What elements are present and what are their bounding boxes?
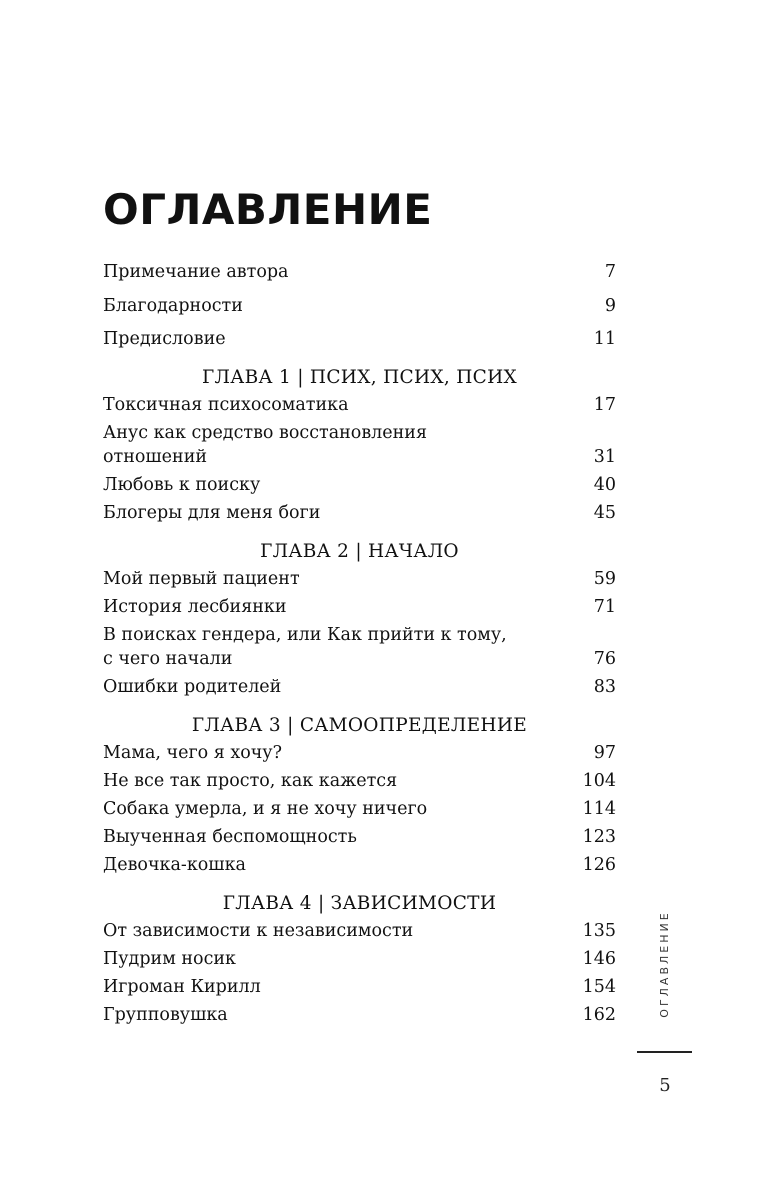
chapter-section <box>103 713 616 877</box>
toc-entry <box>103 741 616 765</box>
chapter-heading: ГЛАВА 2 | НАЧАЛО <box>260 541 459 562</box>
toc-entry <box>103 327 616 351</box>
toc-entry-page: 9 <box>604 295 616 316</box>
toc-entry-page: 76 <box>593 649 616 669</box>
toc-entry-title: Не все так просто, как кажется <box>103 771 398 791</box>
page-number: 5 <box>659 1075 671 1096</box>
toc-entry <box>103 797 616 821</box>
toc-entry-title: Пудрим носик <box>103 949 236 969</box>
chapter-section <box>103 539 616 699</box>
toc-entry <box>103 567 616 591</box>
toc-entry-page: 135 <box>582 921 616 941</box>
toc-entry <box>103 769 616 793</box>
toc-entry <box>103 1003 616 1027</box>
toc-entry-page: 45 <box>593 503 616 523</box>
toc-entry <box>103 595 616 619</box>
toc-entry <box>103 853 616 877</box>
toc-entry-title: Игроман Кирилл <box>103 977 261 997</box>
toc-entry <box>103 473 616 497</box>
toc-entry-page: 162 <box>582 1005 616 1025</box>
toc-entry-page: 40 <box>593 475 616 495</box>
toc-entry-title: История лесбиянки <box>103 597 287 617</box>
toc-entry-title: Анус как средство восстановления отношений <box>103 423 428 467</box>
toc-entry-page: 71 <box>593 597 616 617</box>
toc-entry-title: Мой первый пациент <box>103 569 300 589</box>
toc-entry-title: Мама, чего я хочу? <box>103 743 282 763</box>
toc-entry <box>103 393 616 417</box>
toc-entry-page: 11 <box>593 329 616 349</box>
toc-entry-page: 97 <box>593 743 616 763</box>
chapter-section <box>103 891 616 1027</box>
toc-entry-page: 114 <box>582 799 616 819</box>
table-of-contents <box>103 260 616 1031</box>
toc-entry <box>103 975 616 999</box>
toc-entry-title: Любовь к поиску <box>103 475 261 495</box>
toc-entry-title: Выученная беспомощность <box>103 827 357 847</box>
page-title: ОГЛАВЛЕНИЕ <box>103 185 433 234</box>
toc-entry-title: Предисловие <box>103 329 226 349</box>
toc-entry-title: Собака умерла, и я не хочу ничего <box>103 799 428 819</box>
toc-entry <box>103 421 616 469</box>
toc-entry-title: Блогеры для меня боги <box>103 503 321 523</box>
toc-entry-page: 123 <box>582 827 616 847</box>
chapter-section <box>103 365 616 525</box>
toc-entry-title: Групповушка <box>103 1005 228 1025</box>
page-number-rule <box>637 1051 692 1053</box>
toc-entry-title: Примечание автора <box>103 262 289 282</box>
toc-entry <box>103 294 616 318</box>
toc-entry-title: В поисках гендера, или Как прийти к тому, с чего начали <box>103 625 507 669</box>
toc-entry <box>103 919 616 943</box>
toc-entry-page: 7 <box>604 262 616 282</box>
chapter-heading: ГЛАВА 3 | САМООПРЕДЕЛЕНИЕ <box>191 715 528 736</box>
toc-entry <box>103 825 616 849</box>
toc-entry-title: Девочка-кошка <box>103 855 246 875</box>
toc-entry-page: 126 <box>582 855 616 875</box>
toc-entry-page: 104 <box>582 771 616 791</box>
toc-entry-page: 154 <box>582 977 616 997</box>
toc-entry <box>103 260 616 284</box>
toc-entry-page: 59 <box>593 569 616 589</box>
toc-entry-page: 31 <box>593 447 616 467</box>
toc-entry-title: Токсичная психосоматика <box>103 395 349 415</box>
chapter-heading: ГЛАВА 1 | ПСИХ, ПСИХ, ПСИХ <box>201 367 518 388</box>
toc-entry-title: Благодарности <box>103 295 243 316</box>
toc-entry-page: 83 <box>593 677 616 697</box>
toc-entry <box>103 623 616 671</box>
toc-entry <box>103 947 616 971</box>
toc-entry-page: 17 <box>593 395 616 415</box>
running-section-label: ОГЛАВЛЕНИЕ <box>658 910 671 1018</box>
toc-entry-page: 146 <box>582 949 616 969</box>
chapter-heading: ГЛАВА 4 | ЗАВИСИМОСТИ <box>222 893 497 914</box>
toc-entry-title: Ошибки родителей <box>103 677 282 697</box>
toc-entry <box>103 675 616 699</box>
toc-entry-title: От зависимости к независимости <box>103 921 414 941</box>
toc-entry <box>103 501 616 525</box>
